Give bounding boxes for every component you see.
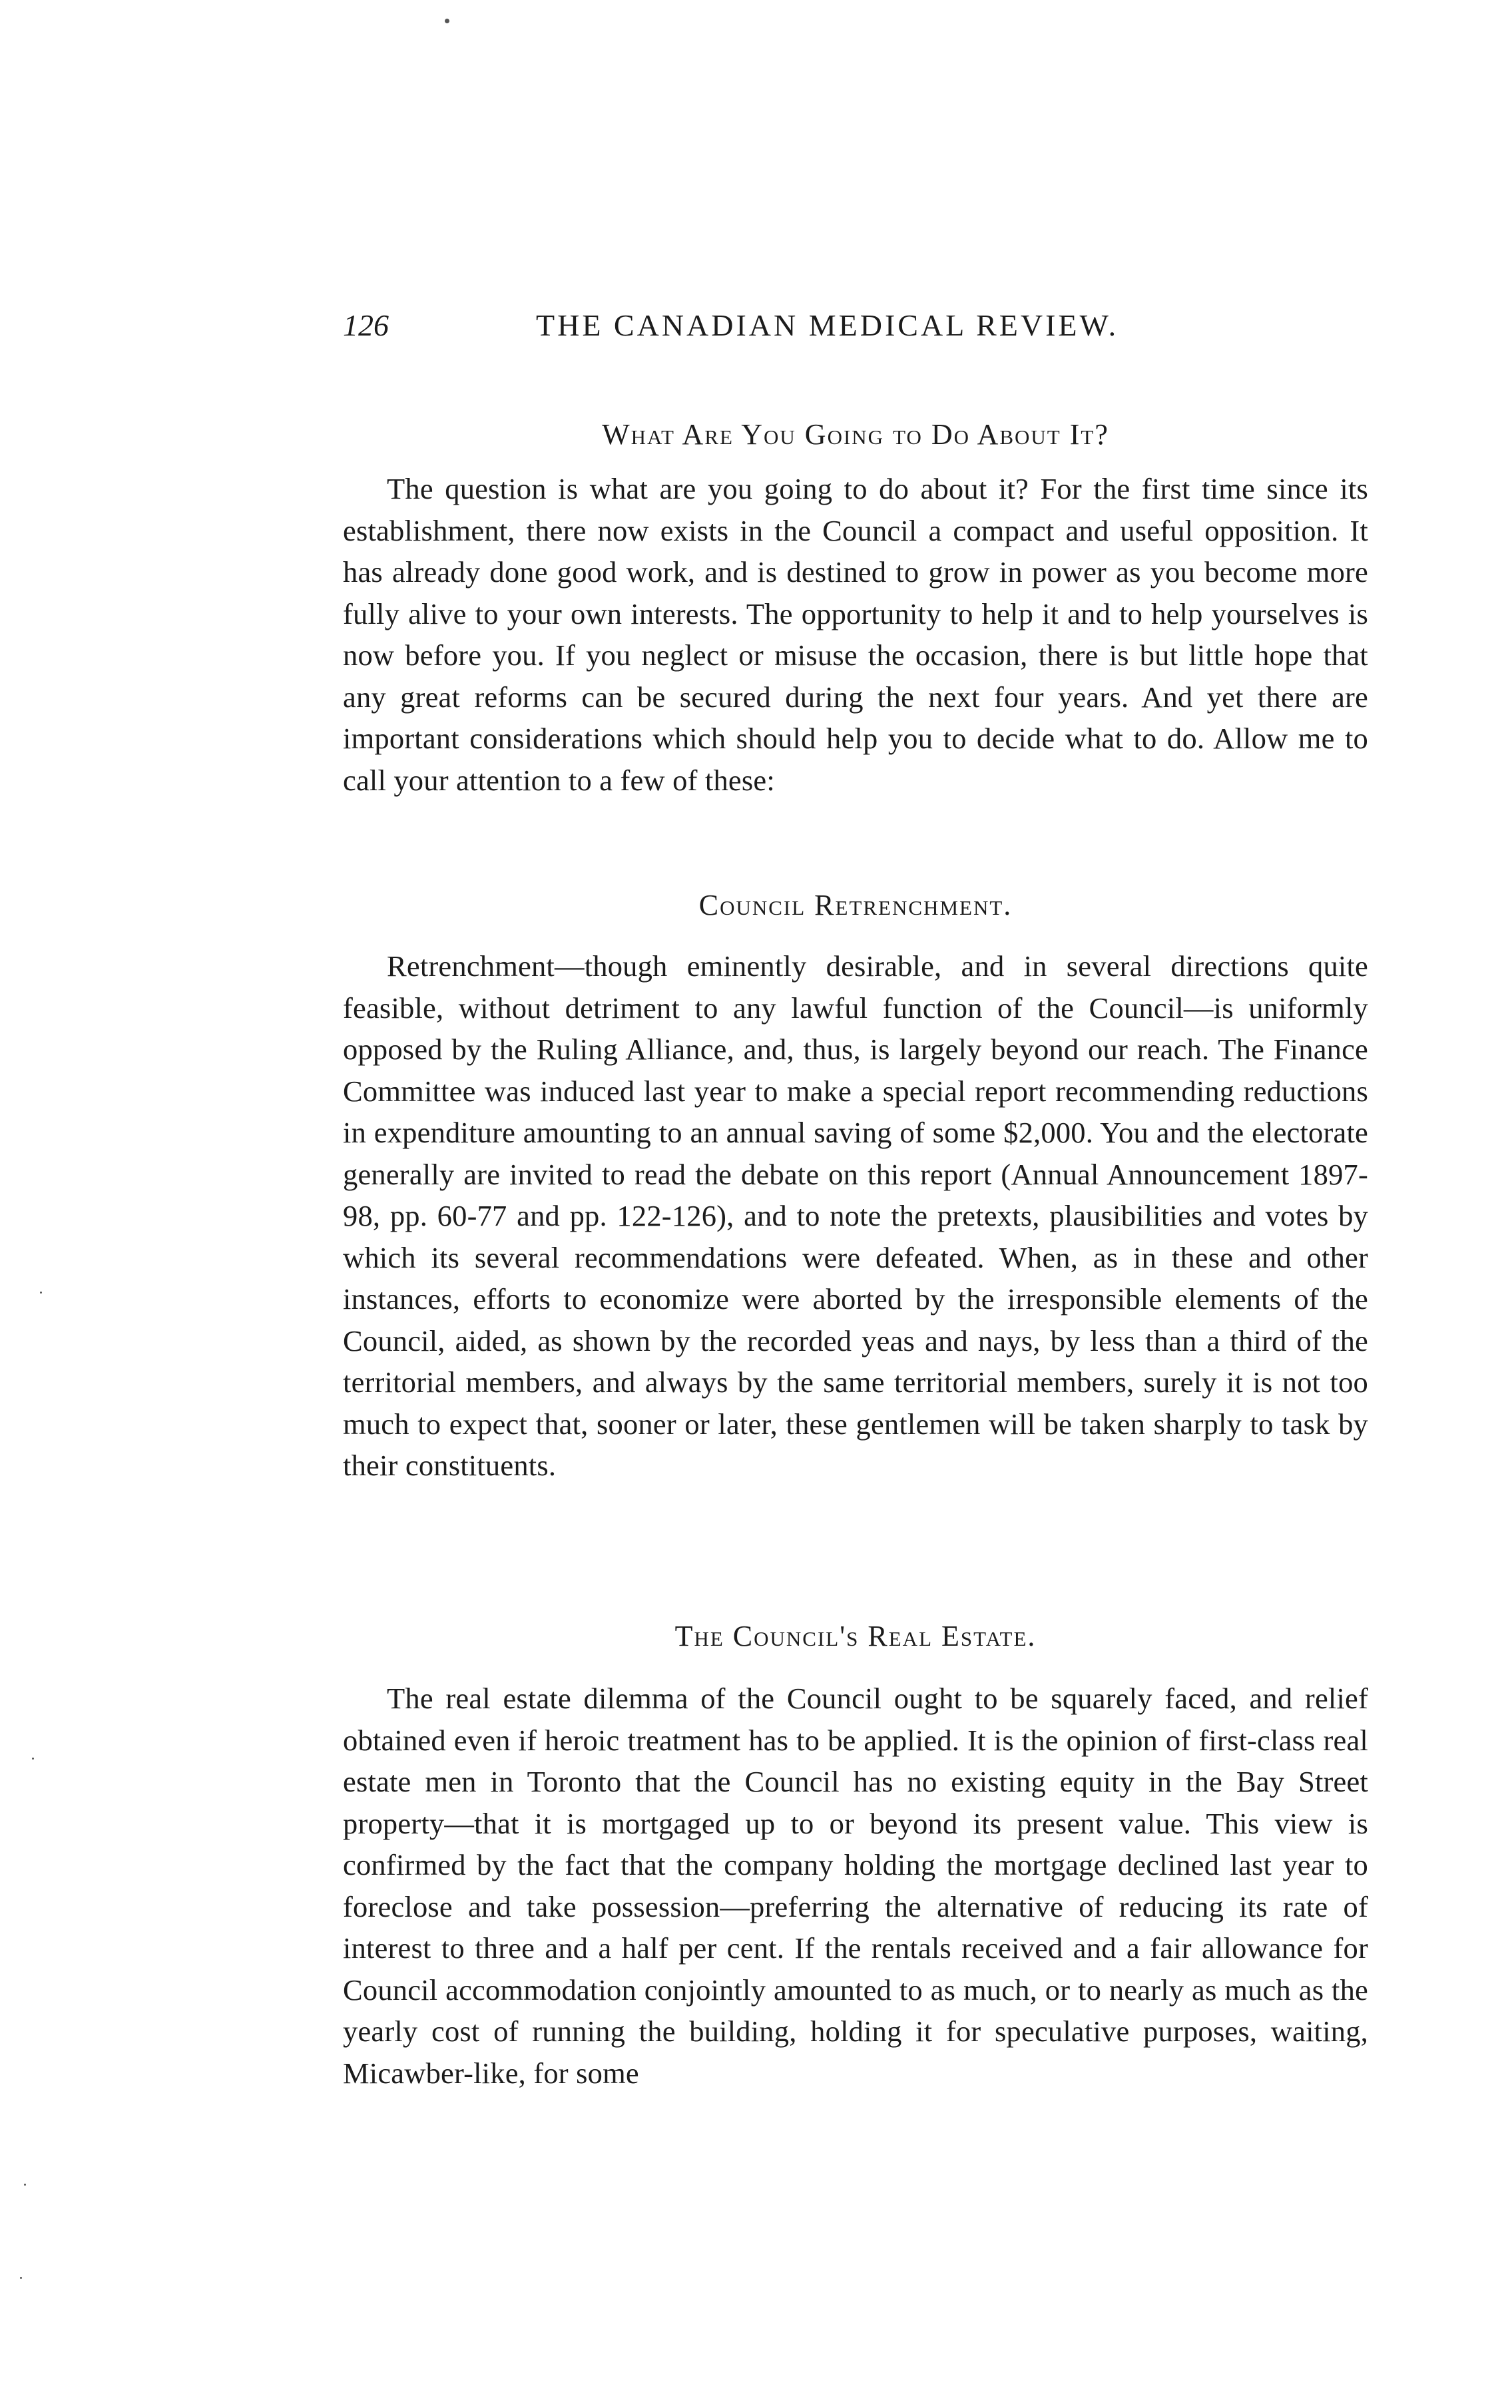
scan-speck [40, 1292, 42, 1294]
scan-speck [20, 2277, 22, 2279]
scan-speck [445, 19, 449, 23]
section-heading-what-are-you-going-to-do: What Are You Going to Do About It? [602, 418, 1109, 451]
page-number: 126 [343, 308, 389, 342]
paragraph-councils-real-estate: The real estate dilemma of the Council ought to be squarely faced, and relief obtained even if heroic treatment has to be applied. It is the opinion of first-class real estate men in Toronto that the Council has no existing equity in the Bay Street property—that it is mortgaged up to or beyond its present value. This view is confirmed by the fact that the company holding the mortgage declined last year to foreclose and take possession—preferring the alternative of reducing its rate of interest to three and a half per cent. If the rentals received and a fair allowance for Council accommodation conjointly amounted to as much, or to nearly as much as the yearly cost of running the building, holding it for speculative purposes, waiting, Micawber-like, for some [343, 1682, 1368, 2090]
section-heading-council-retrenchment: Council Retrenchment. [698, 889, 1013, 921]
scan-speck [32, 1758, 34, 1760]
scan-speck [24, 2184, 26, 2186]
journal-title: THE CANADIAN MEDICAL REVIEW. [536, 308, 1119, 342]
paragraph-council-retrenchment: Retrenchment—though eminently desirable, and in several directions quite feasible, without detriment to any lawful function of the Council—is uniformly opposed by the Ruling Alliance, and, thus, is largely beyond our reach. The Finance Committee was induced last year to make a special report recommending reductions in expenditure amounting to an annual saving of some $2,000. You and the electorate generally are invited to read the debate on this report (Annual Announcement 1897-98, pp. 60-77 and pp. 122-126), and to note the pretexts, plausibilities and votes by which its several recommendations were defeated. When, as in these and other instances, efforts to economize were aborted by the irresponsible elements of the Council, aided, as shown by the recorded yeas and nays, by less than a third of the territorial members, and always by the same territorial members, surely it is not too much to expect that, sooner or later, these gentlemen will be taken sharply to task by their constituents. [343, 949, 1368, 1482]
section-heading-councils-real-estate: The Council's Real Estate. [674, 1620, 1037, 1652]
running-head [343, 308, 1368, 354]
paragraph-what-are-you-going-to-do: The question is what are you going to do about it? For the first time since its establishment, there now exists in the Council a compact and useful opposition. It has already done good work, and is destined to grow in power as you become more fully alive to your own interests. The opportunity to help it and to help yourselves is now before you. If you neglect or misuse the occasion, there is but little hope that any great reforms can be secured during the next four years. And yet there are important considerations which should help you to decide what to do. Allow me to call your attention to a few of these: [343, 472, 1368, 797]
